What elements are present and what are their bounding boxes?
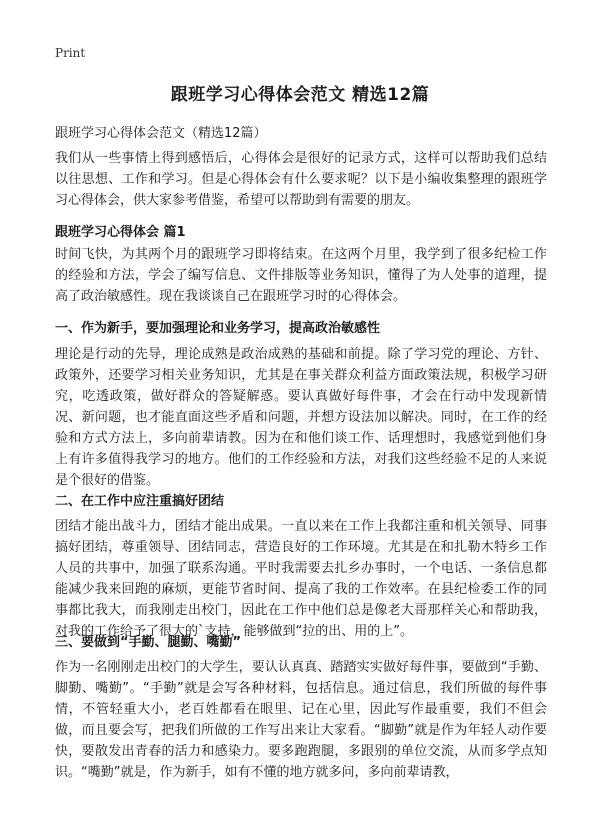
section3-paragraph: 作为一名刚刚走出校门的大学生，要认认真真、踏踏实实做好每件事，要做到“手勤、脚勤、嘴勤”。“手勤”就是会写各种材料，包括信息。通过信息，我们所做的每件事情，不管轻重大小，老百姓都看在眼里、记在心里，因此写作最重要，我们不但会做，而且要会写，把我们所做的工作写出来让大家看。“脚勤”就是作为年轻人动作要快，要散发出青春的活力和感染力。要多跑跑腿，多跟别的单位交流，从而多学点知识。“嘴勤”就是，作为新手，如有不懂的地方就多问，多向前辈请教， [55,660,547,780]
intro-paragraph: 我们从一些事情上得到感悟后，心得体会是很好的记录方式，这样可以帮助我们总结以往思想、工作和学习。但是心得体会有什么要求呢？以下是小编收集整理的跟班学习心得体会，供大家参考借鉴，希望可以帮助到有需要的朋友。 [55,151,547,208]
print-link[interactable]: Print [55,46,86,60]
page-title: 跟班学习心得体会范文 精选12篇 [170,85,430,105]
subtitle: 跟班学习心得体会范文（精选12篇） [55,126,267,141]
section1-heading: 一、作为新手，要加强理论和业务学习，提高政治敏感性 [55,321,381,336]
section1-paragraph: 理论是行动的先导，理论成熟是政治成熟的基础和前提。除了学习党的理论、方针、政策外，还要学习相关业务知识，尤其是在事关群众利益方面政策法规，积极学习研究，吃透政策，做好群众的答疑解惑。要认真做好每件事，才会在行动中发现新情况、新问题，也才能直面这些矛盾和问题，并想方设法加以解决。同时，在工作的经验和方式方法上，多向前辈请教。因为在和他们谈工作、话理想时，我感觉到他们身上有许多值得我学习的地方。他们的工作经验和方法，对我们这些经验不足的人来说是个很好的借鉴。 [55,347,547,488]
article-heading: 跟班学习心得体会 篇1 [55,225,186,240]
article-intro-paragraph: 时间飞快，为其两个月的跟班学习即将结束。在这两个月里，我学到了很多纪检工作的经验和方法，学会了编写信息、文件排版等业务知识，懂得了为人处事的道理，提高了政治敏感性。现在我谈谈自己在跟班学习时的心得体会。 [55,247,547,304]
section3-heading: 三、要做到“手勤、腿勤、嘴勤” [55,635,242,650]
section2-paragraph: 团结才能出战斗力，团结才能出成果。一直以来在工作上我都注重和机关领导、同事搞好团结，尊重领导、团结同志，营造良好的工作环境。尤其是在和扎勒木特乡工作人员的共事中，加强了联系沟通。平时我需要去扎乡办事时，一个电话、一条信息都能减少我来回跑的麻烦，更能节省时间、提高了我的工作效率。在县纪检委工作的同事都比我大，而我刚走出校门，因此在工作中他们总是像老大哥那样关心和帮助我，对我的工作给予了很大的`支持，能够做到“拉的出、用的上”。 [55,519,547,639]
section2-heading: 二、在工作中应注重搞好团结 [55,494,225,509]
